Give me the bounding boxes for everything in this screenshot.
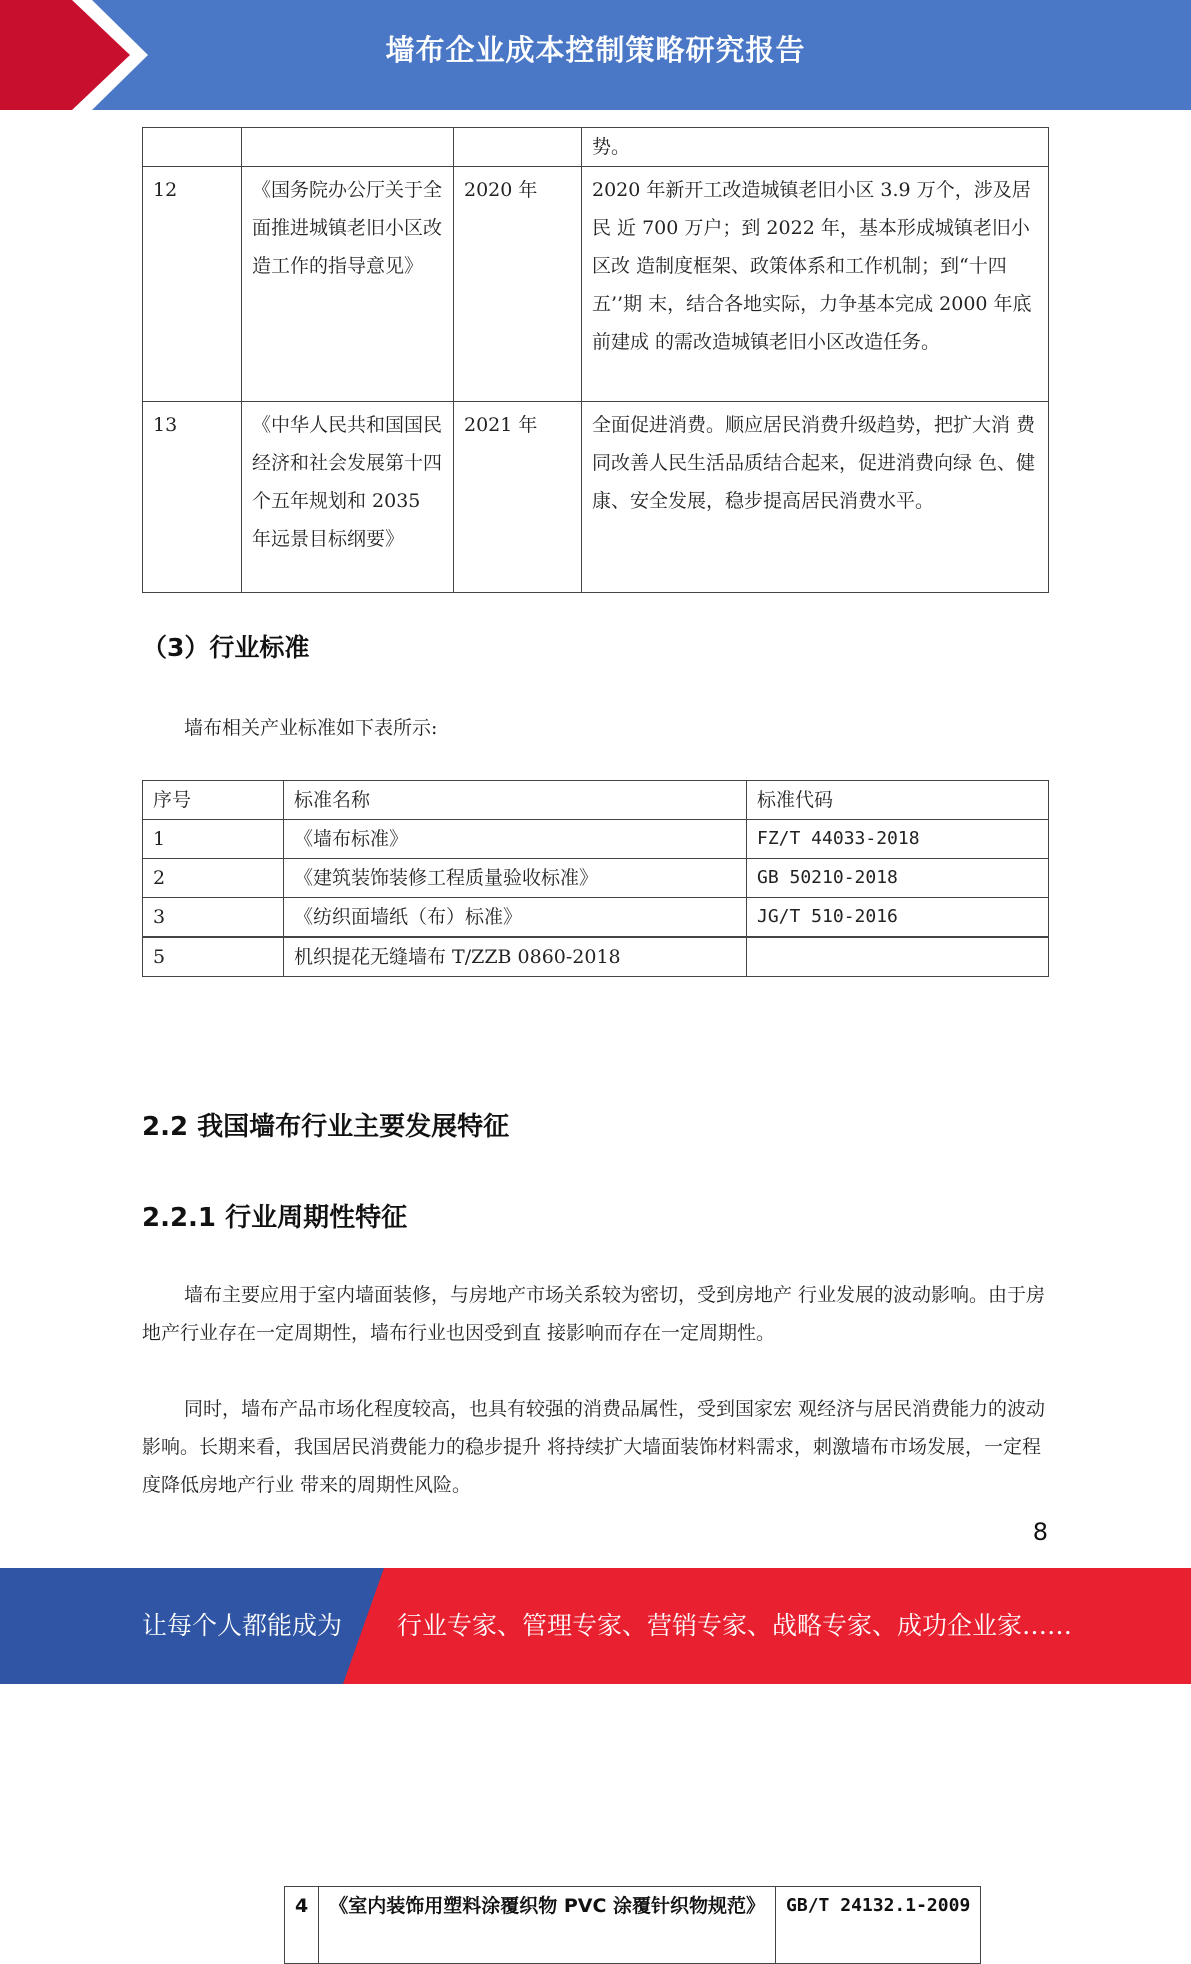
- header-no: 序号: [143, 781, 284, 820]
- table-row: [143, 859, 1049, 898]
- cell-code: GB/T 24132.1-2009: [776, 1887, 981, 1964]
- cell-name: 《国务院办公厅关于全面推进城镇老旧小区改造工作的指导意见》: [242, 167, 454, 402]
- cell-no: [143, 128, 242, 167]
- cell-code: JG/T 510-2016: [747, 898, 1049, 937]
- header-name: 标准名称: [284, 781, 747, 820]
- cell-no: 3: [143, 898, 284, 937]
- section-heading-2-2-1: 2.2.1 行业周期性特征: [142, 1203, 408, 1233]
- cell-no: 5: [143, 938, 284, 977]
- paragraph: 墙布主要应用于室内墙面装修，与房地产市场关系较为密切，受到房地产 行业发展的波动影响。由于房地产行业存在一定周期性，墙布行业也因受到直 接影响而存在一定周期性。: [142, 1284, 1046, 1344]
- cell-no: 4: [285, 1887, 319, 1964]
- paragraph: 同时，墙布产品市场化程度较高，也具有较强的消费品属性，受到国家宏 观经济与居民消费能力的波动影响。长期来看，我国居民消费能力的稳步提升 将持续扩大墙面装饰材料需求，刺激墙布市场发展，一定程度降低房地产行业 带来的周期性风险。: [142, 1398, 1046, 1496]
- cell-code: FZ/T 44033-2018: [747, 820, 1049, 859]
- cell-code: [747, 938, 1049, 977]
- cell-year: 2021 年: [454, 402, 582, 593]
- cell-no: 2: [143, 859, 284, 898]
- page-number: 8: [1032, 1518, 1048, 1546]
- standards-intro: 墙布相关产业标准如下表所示:: [184, 717, 438, 739]
- cell-year: 2020 年: [454, 167, 582, 402]
- table-row: [143, 820, 1049, 859]
- page-header: [0, 0, 1191, 110]
- footer-slogan-left: 让每个人都能成为: [142, 1611, 343, 1640]
- cell-content: 2020 年新开工改造城镇老旧小区 3.9 万个，涉及居民 近 700 万户；到 2022 年，基本形成城镇老旧小区改 造制度框架、政策体系和工作机制；到“十四五’’期 末，结合各地实际，力争基本完成 2000 年底前建成 的需改造城镇老旧小区改造任务。: [582, 167, 1049, 402]
- cell-no: 1: [143, 820, 284, 859]
- cell-no: 12: [143, 167, 242, 402]
- table-row: [143, 167, 1049, 402]
- policy-table: [142, 127, 1049, 593]
- table-row: [143, 402, 1049, 593]
- table-row: [284, 1886, 981, 1964]
- table-header-row: [143, 781, 1049, 820]
- cell-name: 《墙布标准》: [284, 820, 747, 859]
- cell-content: 势。: [582, 128, 1049, 167]
- report-title: 墙布企业成本控制策略研究报告: [385, 33, 806, 67]
- page-footer: [0, 1568, 1191, 1684]
- cell-content: 全面促进消费。顺应居民消费升级趋势，把扩大消 费同改善人民生活品质结合起来，促进消费向绿 色、健康、安全发展，稳步提高居民消费水平。: [582, 402, 1049, 593]
- table-row: [143, 128, 1049, 167]
- cell-no: 13: [143, 402, 242, 593]
- footer-slogan-right: 行业专家、管理专家、营销专家、战略专家、成功企业家……: [397, 1611, 1073, 1640]
- cell-name: 《中华人民共和国国民经济和社会发展第十四个五年规划和 2035 年远景目标纲要》: [242, 402, 454, 593]
- cell-year: [454, 128, 582, 167]
- cell-name: 《室内装饰用塑料涂覆织物 PVC 涂覆针织物规范》: [319, 1887, 776, 1964]
- cell-code: GB 50210-2018: [747, 859, 1049, 898]
- section-heading-standards: （3）行业标准: [142, 633, 310, 662]
- policy-table-container: [142, 127, 1048, 593]
- header-code: 标准代码: [747, 781, 1049, 820]
- table-row: [143, 938, 1049, 977]
- cell-name: [242, 128, 454, 167]
- section-heading-2-2: 2.2 我国墙布行业主要发展特征: [142, 1112, 510, 1142]
- cell-name: 《建筑装饰装修工程质量验收标准》: [284, 859, 747, 898]
- cell-name: 机织提花无缝墙布 T/ZZB 0860-2018: [284, 938, 747, 977]
- table-row: [143, 898, 1049, 937]
- cell-name: 《纺织面墙纸（布）标准》: [284, 898, 747, 937]
